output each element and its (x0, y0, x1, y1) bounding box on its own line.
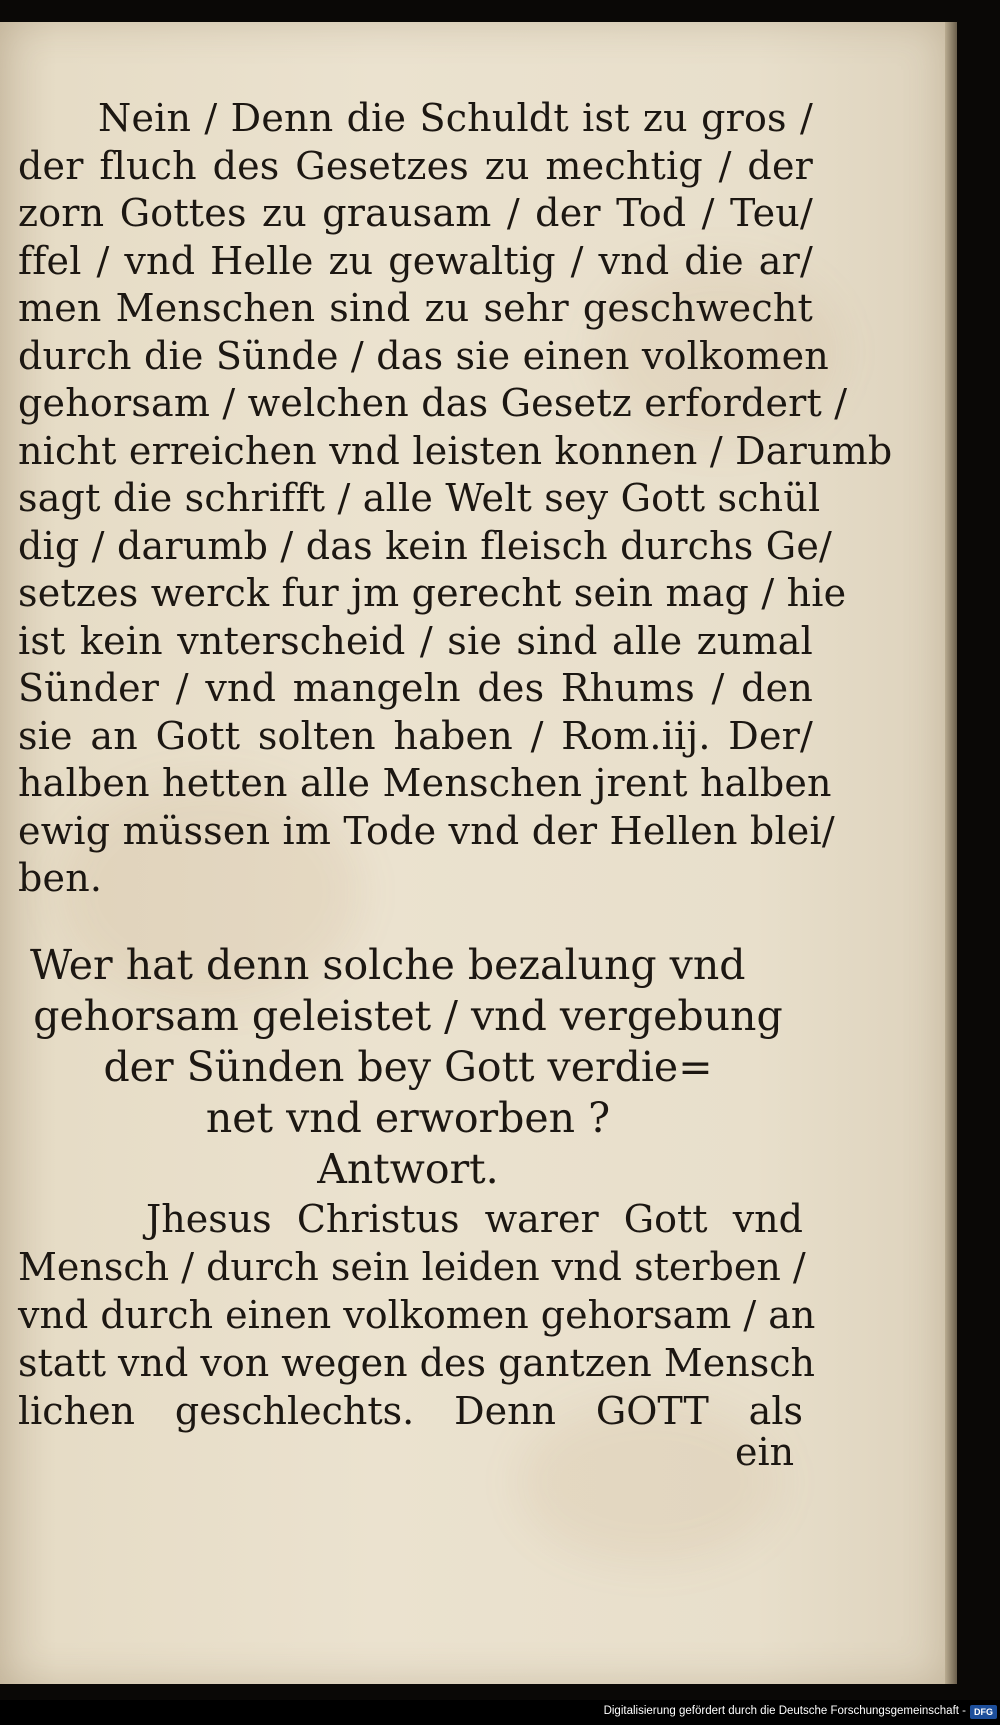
text-line: sie an Gott solten haben / Rom.iij. Der/ (18, 713, 813, 758)
text-line: der fluch des Gesetzes zu mechtig / der (18, 143, 813, 188)
heading-line: Wer hat denn solche bezalung vnd (30, 941, 746, 989)
text-line: Sünder / vnd mangeln des Rhums / den (18, 666, 813, 710)
text-line: men Menschen sind zu sehr geschwecht (18, 286, 813, 330)
answer-label: Antwort. (317, 1145, 499, 1193)
funding-notice: Digitalisierung gefördert durch die Deutsche Forschungsgemeinschaft - (603, 1705, 966, 1717)
heading-line: net vnd erworben ? (205, 1094, 611, 1142)
page-edge (945, 22, 957, 1684)
text-line: ist kein vnterscheid / sie sind alle zumal (18, 618, 813, 663)
text-line: ewig müssen im Tode vnd der Hellen blei/ (18, 808, 835, 853)
dfg-logo-icon: DFG (970, 1705, 997, 1719)
text-line: halben hetten alle Menschen jrent halben (18, 761, 832, 805)
text-line: Mensch / durch sein leiden vnd sterben / (18, 1245, 806, 1289)
text-line: statt vnd von wegen des gantzen Mensch (18, 1341, 815, 1385)
question-heading (18, 940, 798, 1195)
text-line: Jhesus Christus warer Gott vnd (146, 1197, 803, 1241)
text-line: setzes werck fur jm gerecht sein mag / hie (18, 571, 847, 615)
text-line: durch die Sünde / das sie einen volkomen (18, 333, 829, 378)
heading-line: gehorsam geleistet / vnd vergebung (33, 992, 783, 1040)
catchword: ein (735, 1430, 795, 1474)
digitization-footer (0, 1700, 1000, 1725)
text-line: Nein / Denn die Schuldt ist zu gros / (98, 96, 813, 140)
text-line: dig / darumb / das kein fleisch durchs Ge/ (18, 523, 833, 568)
text-line: ffel / vnd Helle zu gewaltig / vnd die ar/ (18, 238, 813, 283)
body-paragraph (18, 95, 893, 903)
text-line: sagt die schrifft / alle Welt sey Gott schül (18, 476, 821, 520)
text-line: lichen geschlechts. Denn GOTT als (18, 1389, 803, 1433)
text-line: zorn Gottes zu grausam / der Tod / Teu/ (18, 191, 813, 235)
text-line: ben. (18, 856, 103, 900)
text-line: vnd durch einen volkomen gehorsam / an (18, 1293, 816, 1337)
heading-line: der Sünden bey Gott verdie= (103, 1043, 713, 1091)
answer-paragraph (18, 1195, 816, 1435)
text-line: nicht erreichen vnd leisten konnen / Darumb (18, 428, 893, 473)
text-line: gehorsam / welchen das Gesetz erfordert / (18, 381, 848, 425)
